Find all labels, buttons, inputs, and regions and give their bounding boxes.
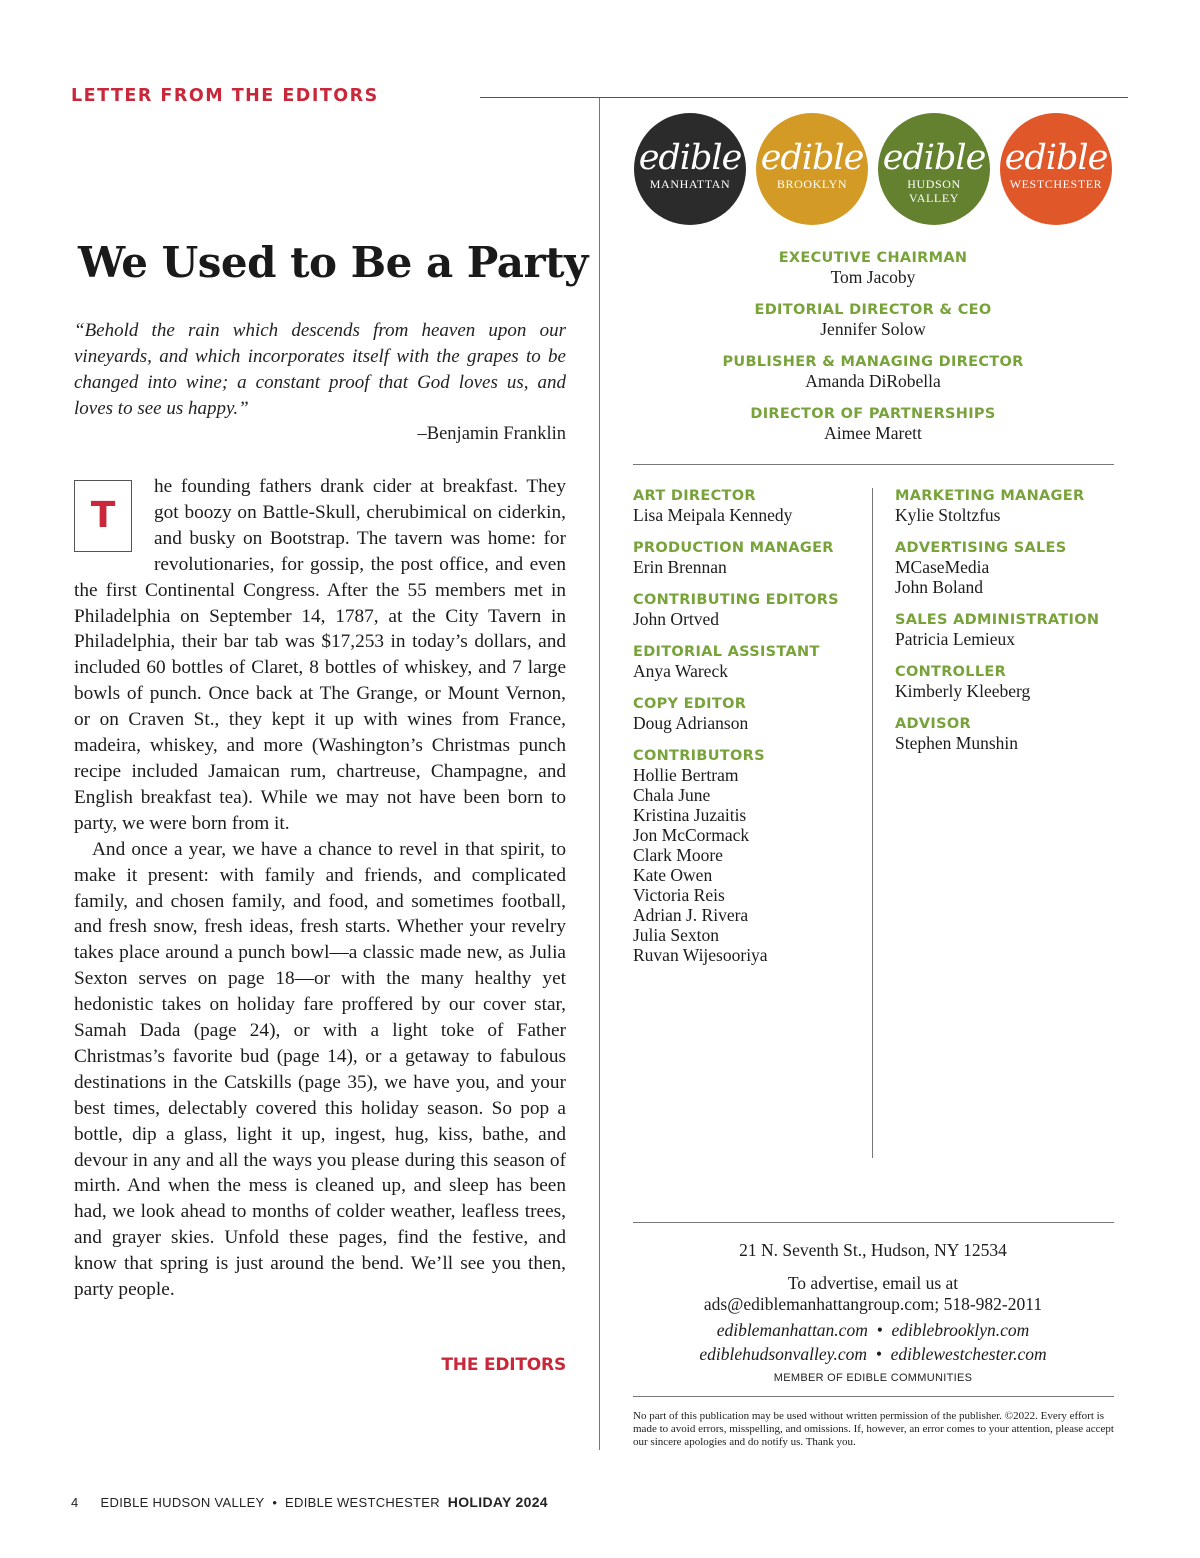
masthead-name: John Boland: [895, 577, 983, 597]
masthead-entry: [895, 663, 1125, 701]
contact-block: [620, 1240, 1126, 1366]
masthead-entry: [620, 249, 1126, 287]
masthead-entry: [620, 301, 1126, 339]
masthead-name: Tom Jacoby: [830, 267, 916, 287]
masthead-entry: [633, 747, 863, 965]
masthead-entry: [895, 487, 1125, 525]
advertise-line: To advertise, email us at: [787, 1273, 959, 1293]
masthead-role: EDITORIAL ASSISTANT: [633, 644, 820, 660]
column-divider: [599, 98, 600, 1450]
masthead-entry: [633, 487, 863, 525]
masthead-role: EDITORIAL DIRECTOR & CEO: [754, 302, 992, 318]
masthead-role: SALES ADMINISTRATION: [895, 612, 1100, 628]
logo-edible-hudson-valley: edible HUDSON VALLEY: [878, 113, 990, 225]
masthead-name: Patricia Lemieux: [895, 629, 1016, 649]
masthead-role: ADVERTISING SALES: [895, 540, 1067, 556]
article-title: We Used to Be a Party: [78, 238, 588, 287]
masthead-name: Lisa Meipala Kennedy: [633, 505, 793, 525]
websites-line-2: ediblehudsonvalley.com • ediblewestchester.com: [699, 1344, 1047, 1364]
masthead-entry: [633, 539, 863, 577]
masthead-name: Aimee Marett: [824, 423, 922, 443]
masthead-entry: [895, 539, 1125, 597]
masthead-entry: [633, 591, 863, 629]
masthead-role: CONTRIBUTORS: [633, 748, 765, 764]
masthead-name: Kate Owen: [633, 865, 713, 885]
masthead-role: DIRECTOR OF PARTNERSHIPS: [750, 406, 996, 422]
logo-edible-manhattan: edible MANHATTAN: [634, 113, 746, 225]
epigraph-quote: “Behold the rain which descends from heaven upon our vineyards, and which incorporates itself with the grapes to be changed into wine; a constant proof that God loves us, and loves to see us happy.”: [74, 320, 566, 419]
member-line: MEMBER OF EDIBLE COMMUNITIES: [773, 1372, 973, 1384]
websites-line-1: ediblemanhattan.com • ediblebrooklyn.com: [716, 1320, 1030, 1340]
logo-edible-westchester: edible WESTCHESTER: [1000, 113, 1112, 225]
masthead-name: Chala June: [633, 785, 711, 805]
masthead-entry: [633, 643, 863, 681]
signoff: THE EDITORS: [441, 1355, 566, 1375]
masthead-entry: [633, 695, 863, 733]
body-paragraph-2: And once a year, we have a chance to revel in that spirit, to make it present: with family and friends, and complicated family, and chosen family, and food, and sometimes football, and fresh snow, fresh ideas, fresh starts. Whether your revelry takes place around a punch bowl—a classic made new, as Julia Sexton serves on page 18—or with the many healthy yet hedonistic takes on holiday fare proffered by our cover star, Samah Dada (page 24), or with a light toke of Father Christmas’s favorite bud (page 14), or a getaway to fabulous destinations in the Catskills (page 35), we have you, and your best times, delectably covered this holiday season. So pop a bottle, dip a glass, light it up, ingest, hug, kiss, bathe, and devour in any and all the ways you please during this season of mirth. And when the mess is cleaned up, and sleep has been had, we look ahead to months of colder weather, leafless trees, and grayer skies. Unfold these pages, find the festive, and know that spring is just around the bend. We’ll see you then, party people.: [74, 838, 566, 1301]
masthead-role: PRODUCTION MANAGER: [633, 540, 834, 556]
masthead-role: ART DIRECTOR: [633, 488, 756, 504]
logo-edible-brooklyn: edible BROOKLYN: [756, 113, 868, 225]
masthead-name: Erin Brennan: [633, 557, 727, 577]
masthead-name: MCaseMedia: [895, 557, 990, 577]
masthead-role: MARKETING MANAGER: [895, 488, 1085, 504]
masthead-role: EXECUTIVE CHAIRMAN: [778, 250, 968, 266]
body-paragraph-1: he founding fathers drank cider at breakfast. They got boozy on Battle-Skull, cherubimical on ciderkin, and busky on Bootstrap. The tavern was home: for revolutionaries, for gossip, the post office, and even the first Continental Congress. After the 55 members met in Philadelphia on September 14, 1787, at the City Tavern in Philadelphia, their bar tab was $17,253 in today’s dollars, and included 60 bottles of Claret, 8 bottles of whiskey, and 7 large bowls of punch. Once back at The Grange, or Mount Vernon, or on Craven St., they kept it up with wines from France, madeira, whiskey, and more (Washington’s Christmas punch recipe included Jamaican rum, chartreuse, Champagne, and English breakfast tea). While we may not have been born to party, we were born from it.: [74, 476, 566, 834]
masthead-name: Kylie Stoltzfus: [895, 505, 1001, 525]
masthead-left-column: [633, 487, 863, 979]
masthead-right-column: [895, 487, 1125, 767]
masthead-name: Adrian J. Rivera: [633, 905, 749, 925]
masthead-name: Doug Adrianson: [633, 713, 749, 733]
masthead-role: CONTRIBUTING EDITORS: [633, 592, 839, 608]
footer-publication-1: EDIBLE HUDSON VALLEY: [100, 1495, 265, 1510]
legal-rule: [633, 1396, 1114, 1397]
masthead-name: Jon McCormack: [633, 825, 750, 845]
footer-publication-2: EDIBLE WESTCHESTER: [285, 1495, 440, 1510]
footer-issue: HOLIDAY 2024: [447, 1494, 548, 1510]
masthead-rule: [633, 464, 1114, 465]
page-footer: [71, 1494, 548, 1510]
email-phone: ads@ediblemanhattangroup.com; 518-982-2011: [703, 1294, 1043, 1314]
masthead-name: Ruvan Wijesooriya: [633, 945, 768, 965]
masthead-executive: [620, 249, 1126, 457]
masthead-role: COPY EDITOR: [633, 696, 747, 712]
masthead-name: Julia Sexton: [633, 925, 720, 945]
masthead-name: Clark Moore: [633, 845, 723, 865]
masthead-entry: [895, 611, 1125, 649]
masthead-name: Anya Wareck: [633, 661, 728, 681]
masthead-name: Amanda DiRobella: [805, 371, 941, 391]
address: 21 N. Seventh St., Hudson, NY 12534: [739, 1240, 1007, 1260]
masthead-role: PUBLISHER & MANAGING DIRECTOR: [722, 354, 1024, 370]
article-body: [74, 474, 566, 1303]
masthead-entry: [620, 405, 1126, 443]
masthead-name: Kimberly Kleeberg: [895, 681, 1031, 701]
footer-separator: •: [272, 1495, 278, 1510]
masthead-role: ADVISOR: [895, 716, 971, 732]
legal-notice: No part of this publication may be used without written permission of the publisher. ©2022. Every effort is made to avoid errors, misspelling, and omissions. If, however, an error comes to your attention, please accept our sincere apologies and do notify us. Thank you.: [633, 1410, 1114, 1448]
masthead-entry: [895, 715, 1125, 753]
section-header: LETTER FROM THE EDITORS: [71, 86, 379, 106]
masthead-name: Victoria Reis: [633, 885, 725, 905]
header-rule: [480, 97, 1128, 98]
masthead-name: John Ortved: [633, 609, 720, 629]
masthead-column-divider: [872, 488, 873, 1158]
contact-rule: [633, 1222, 1114, 1223]
masthead-entry: [620, 353, 1126, 391]
masthead-role: CONTROLLER: [895, 664, 1007, 680]
masthead-name: Jennifer Solow: [820, 319, 926, 339]
masthead-name: Kristina Juzaitis: [633, 805, 747, 825]
drop-cap: T: [74, 480, 132, 552]
epigraph-attribution: –Benjamin Franklin: [417, 424, 566, 444]
page-number: 4: [71, 1495, 79, 1510]
masthead-name: Hollie Bertram: [633, 765, 739, 785]
masthead-name: Stephen Munshin: [895, 733, 1018, 753]
